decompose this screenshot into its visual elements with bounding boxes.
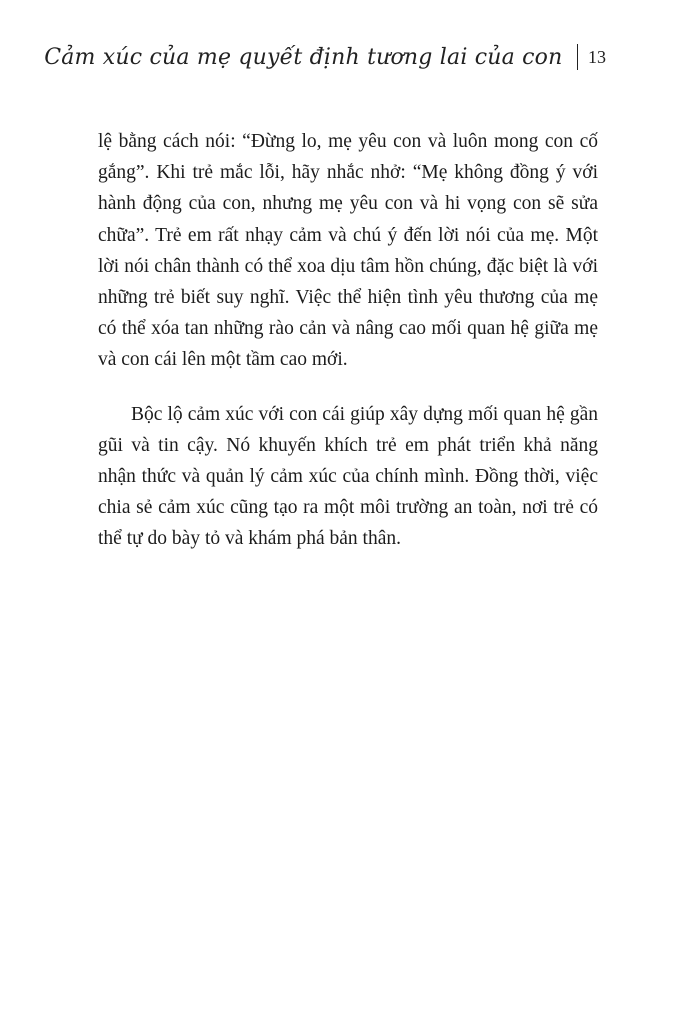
header-divider <box>577 44 579 70</box>
paragraph-1: lệ bằng cách nói: “Đừng lo, mẹ yêu con và luôn mong con cố gắng”. Khi trẻ mắc lỗi, hãy nhắc nhở: “Mẹ không đồng ý với hành động của con, nhưng mẹ yêu con và hi vọng con sẽ sửa chữa”. Trẻ em rất nhạy cảm và chú ý đến lời nói của mẹ. Một lời nói chân thành có thể xoa dịu tâm hồn chúng, đặc biệt là với những trẻ biết suy nghĩ. Việc thể hiện tình yêu thương của mẹ có thể xóa tan những rào cản và nâng cao mối quan hệ giữa mẹ và con cái lên một tầm cao mới. <box>98 131 598 371</box>
chapter-title: Cảm xúc của mẹ quyết định tương lai của con <box>44 44 563 70</box>
page-number: 13 <box>588 46 606 67</box>
paragraph-2: Bộc lộ cảm xúc với con cái giúp xây dựng mối quan hệ gần gũi và tin cậy. Nó khuyến khích trẻ em phát triển khả năng nhận thức và quản lý cảm xúc của chính mình. Đồng thời, việc chia sẻ cảm xúc cũng tạo ra một môi trường an toàn, nơi trẻ có thể tự do bày tỏ và khám phá bản thân. <box>98 403 598 550</box>
body-text <box>98 126 598 555</box>
running-header <box>44 44 606 70</box>
